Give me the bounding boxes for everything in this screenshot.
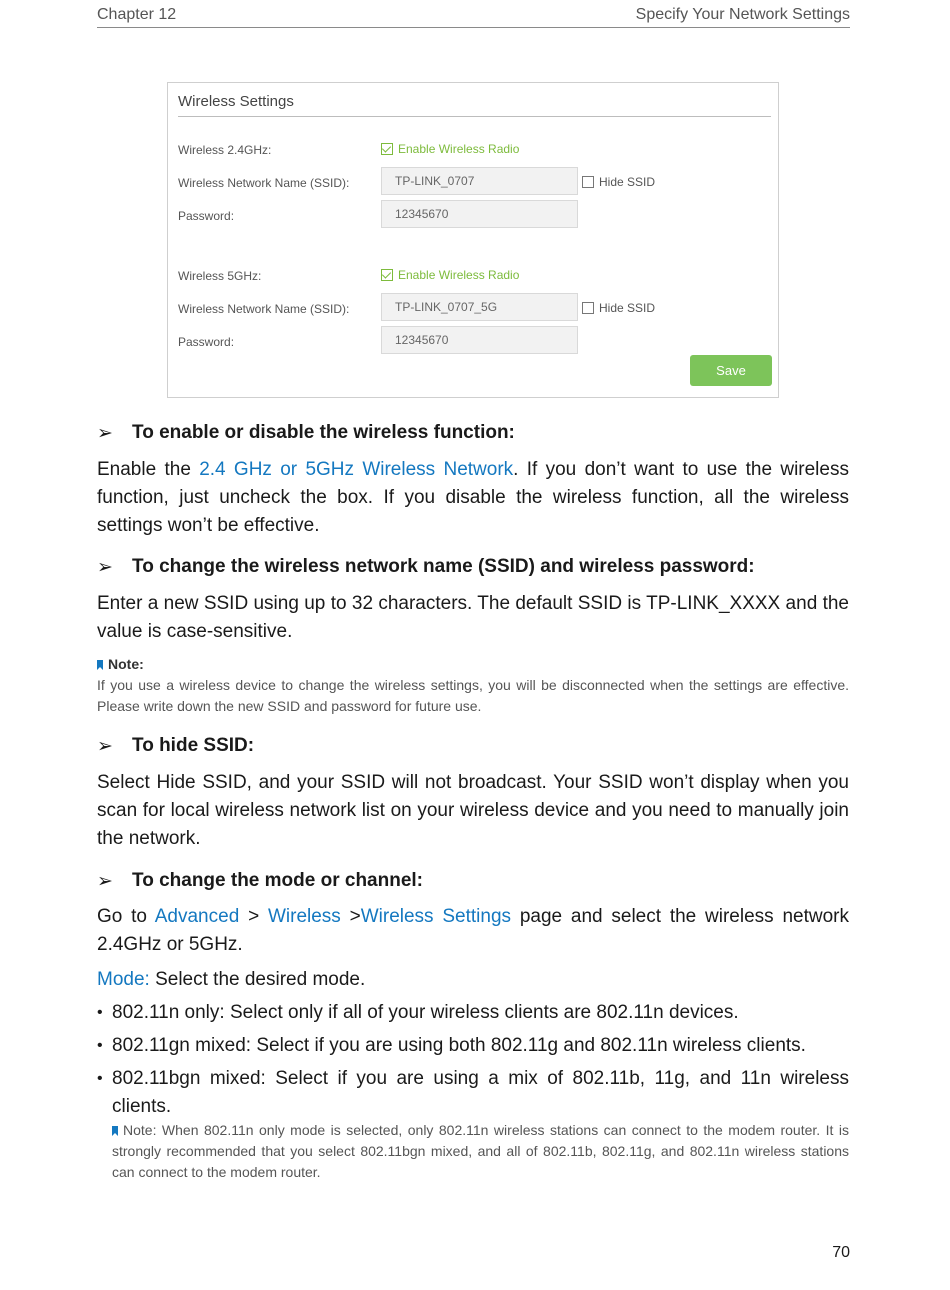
- band24-hide-ssid-checkbox[interactable]: [582, 175, 655, 189]
- band5-label: Wireless 5GHz:: [178, 269, 262, 283]
- band5-enable-checkbox[interactable]: [381, 268, 519, 282]
- note-flag-icon: [97, 660, 103, 670]
- note-text: If you use a wireless device to change the wireless settings, you will be disconnected when the settings are effective. Please write down the new SSID and password for future use.: [97, 677, 849, 714]
- paragraph-mode: [97, 903, 849, 959]
- note-label: Note:: [108, 656, 144, 672]
- text: Go to: [97, 906, 155, 927]
- page-number: 70: [832, 1244, 850, 1261]
- band24-enable-label: Enable Wireless Radio: [398, 142, 520, 156]
- panel-divider: [178, 116, 771, 117]
- page-header: [97, 5, 850, 28]
- band5-password-input[interactable]: 12345670: [381, 326, 578, 354]
- heading-text: To change the wireless network name (SSID) and wireless password:: [132, 556, 755, 577]
- list-item: • 802.11bgn mixed: Select if you are using a mix of 802.11b, 11g, and 11n wireless clients.: [97, 1065, 849, 1121]
- band24-label: Wireless 2.4GHz:: [178, 143, 272, 157]
- band24-password-input[interactable]: 12345670: [381, 200, 578, 228]
- mode-list: [97, 999, 849, 1126]
- arrow-bullet-icon: ➢: [97, 557, 113, 578]
- panel-title: Wireless Settings: [178, 93, 294, 110]
- checked-icon: [381, 269, 393, 281]
- mode-label: Mode:: [97, 969, 150, 990]
- paragraph-ssid: Enter a new SSID using up to 32 characters. The default SSID is TP-LINK_XXXX and the value is case-sensitive.: [97, 593, 849, 642]
- arrow-bullet-icon: ➢: [97, 871, 113, 892]
- band5-hide-ssid-checkbox[interactable]: [582, 301, 655, 315]
- note-text: Note: When 802.11n only mode is selected, only 802.11n wireless stations can connect to the modem router. It is strongly recommended that you select 802.11bgn mixed, and all of 802.11b, 802.11g, and 802.11n wireless stations can connect to the modem router.: [112, 1122, 849, 1180]
- wireless-settings-panel: [167, 82, 779, 398]
- band5-password-label: Password:: [178, 335, 235, 349]
- band5-hide-label: Hide SSID: [599, 301, 656, 315]
- note-mode: [112, 1120, 849, 1183]
- checked-icon: [381, 143, 393, 155]
- mode-line: [97, 966, 849, 994]
- chapter-label: Chapter 12: [97, 6, 177, 23]
- band24-enable-checkbox[interactable]: [381, 142, 519, 156]
- paragraph-enable: [97, 456, 849, 540]
- paragraph-hide: Select Hide SSID, and your SSID will not broadcast. Your SSID won’t display when you scan for local wireless network list on your wireless device and you need to manually join the network.: [97, 772, 849, 849]
- heading-text: To hide SSID:: [132, 735, 255, 756]
- unchecked-icon: [582, 302, 594, 314]
- unchecked-icon: [582, 176, 594, 188]
- section-title: Specify Your Network Settings: [635, 6, 850, 23]
- band24-ssid-label: Wireless Network Name (SSID):: [178, 176, 350, 190]
- wireless-network-link[interactable]: 2.4 GHz or 5GHz Wireless Network: [199, 459, 514, 480]
- heading-text: To change the mode or channel:: [132, 870, 424, 891]
- note-ssid: [97, 654, 849, 717]
- text: Enable the: [97, 459, 200, 480]
- text: . If you don’t want to use the wireless function, just uncheck the box. If you disable the wireless function, all the wireless settings won’t be effective.: [97, 459, 849, 536]
- save-button[interactable]: Save: [690, 355, 772, 386]
- note-flag-icon: [112, 1126, 118, 1136]
- list-item: • 802.11n only: Select only if all of your wireless clients are 802.11n devices.: [97, 999, 849, 1027]
- band5-ssid-input[interactable]: TP-LINK_0707_5G: [381, 293, 578, 321]
- text: Select the desired mode.: [149, 969, 366, 990]
- wireless-link[interactable]: Wireless: [267, 906, 341, 927]
- wireless-settings-link[interactable]: Wireless Settings: [360, 906, 512, 927]
- band24-password-label: Password:: [178, 209, 235, 223]
- band24-hide-label: Hide SSID: [599, 175, 656, 189]
- advanced-link[interactable]: Advanced: [154, 906, 240, 927]
- list-item: • 802.11gn mixed: Select if you are using both 802.11g and 802.11n wireless clients.: [97, 1032, 849, 1060]
- arrow-bullet-icon: ➢: [97, 736, 113, 757]
- band24-ssid-input[interactable]: TP-LINK_0707: [381, 167, 578, 195]
- text: page and select the wireless network 2.4GHz or 5GHz.: [97, 906, 849, 955]
- arrow-bullet-icon: ➢: [97, 423, 113, 444]
- heading-text: To enable or disable the wireless function:: [132, 422, 515, 443]
- band5-ssid-label: Wireless Network Name (SSID):: [178, 302, 350, 316]
- text: >: [239, 906, 268, 927]
- band5-enable-label: Enable Wireless Radio: [398, 268, 520, 282]
- text: >: [340, 906, 361, 927]
